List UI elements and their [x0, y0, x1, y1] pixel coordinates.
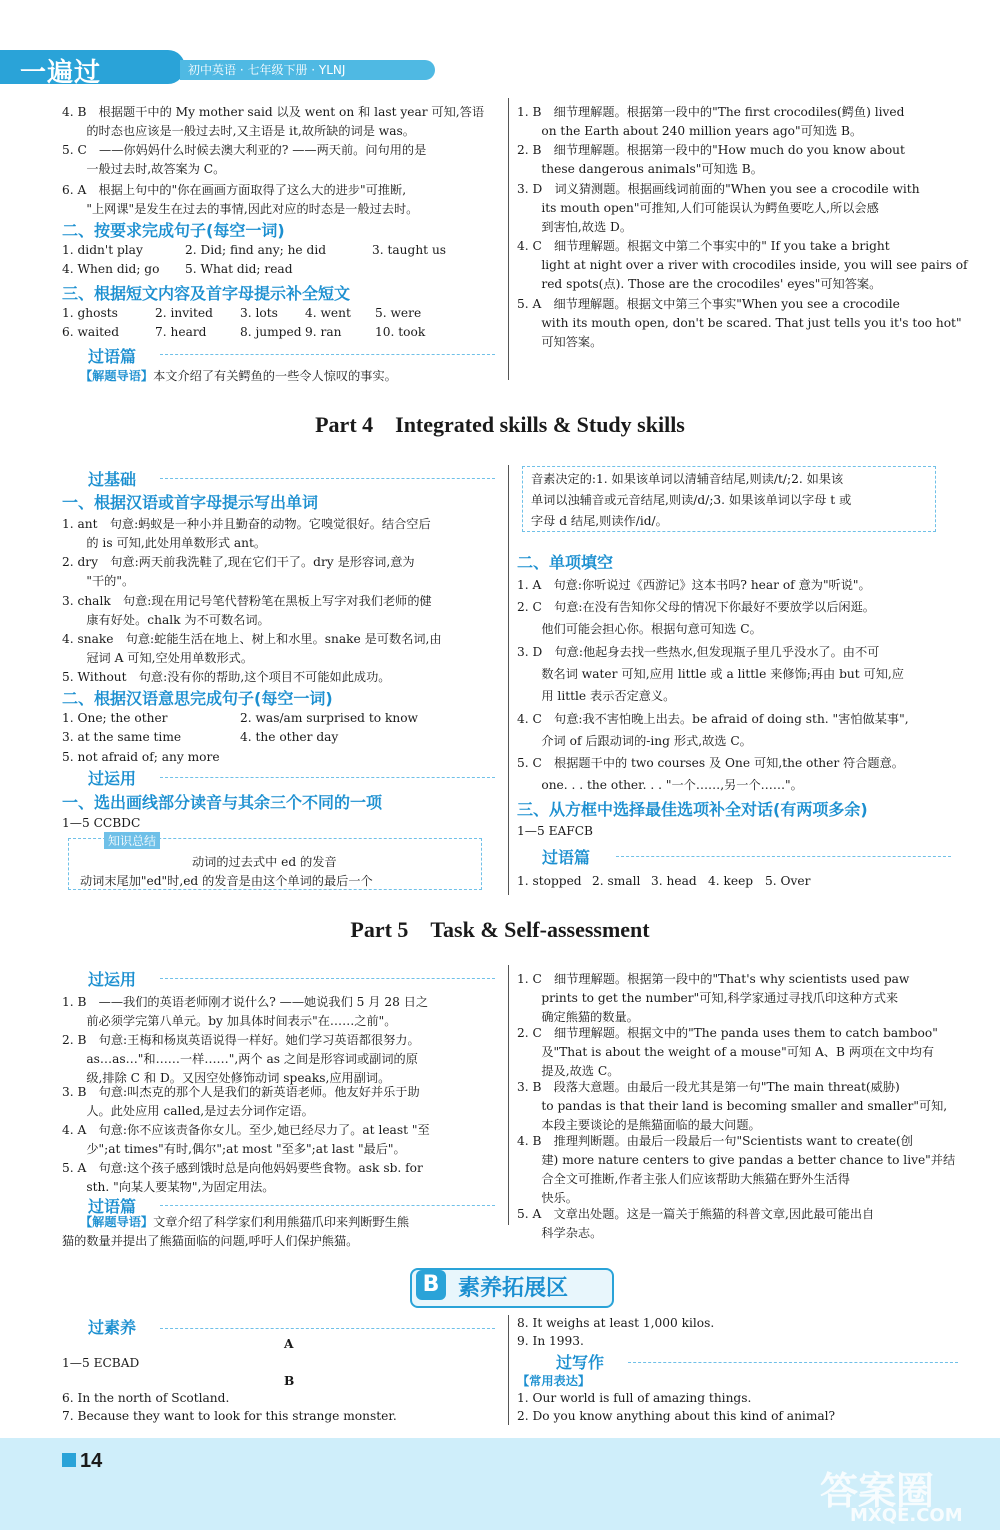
page-number-marker: [62, 1453, 76, 1467]
answer-line: 1. ant 句意:蚂蚁是一种小并且勤奋的动物。它嗅觉很好。结合空后: [62, 517, 431, 531]
answer-line: 3. B 段落大意题。由最后一段尤其是第一句"The main threat(威胁): [517, 1080, 900, 1094]
answer-line: 快乐。: [517, 1191, 578, 1205]
answer-item: 4. went: [305, 306, 351, 320]
dashed-rule: [160, 1328, 495, 1329]
subpart-label: B: [284, 1374, 295, 1388]
common-expressions-label: [517, 1372, 590, 1389]
column-divider: [508, 965, 509, 1225]
answer-line: sth. "向某人要某物",为固定用法。: [62, 1180, 275, 1194]
guide-label: 【解题导语】: [80, 1215, 154, 1229]
answer-item: 8. It weighs at least 1,000 kilos.: [517, 1316, 715, 1330]
tag-guosuyang: 过素养: [88, 1318, 137, 1337]
answer-item: 1. stopped: [517, 874, 582, 888]
answer-line: 级,排除 C 和 D。又因空处修饰动词 speaks,应用副词。: [62, 1071, 391, 1085]
answer-line: 3. chalk 句意:现在用记号笔代替粉笔在黑板上写字对我们老师的健: [62, 594, 432, 608]
answer-line: 5. A 文章出处题。这是一篇关于熊猫的科普文章,因此最可能出自: [517, 1207, 875, 1221]
answer-line: 3. D 句意:他起身去找一些热水,但发现瓶子里几乎没水了。由不可: [517, 645, 880, 659]
knowledge-line: 动词的过去式中 ed 的发音: [192, 855, 337, 869]
column-divider: [508, 465, 509, 895]
answer-line: 科学杂志。: [517, 1226, 603, 1240]
answer-item: 5. Over: [765, 874, 811, 888]
answer-line: 用 little 表示否定意义。: [517, 689, 676, 703]
answer-item: 4. When did; go: [62, 262, 160, 276]
answer-line: 的 is 可知,此处用单数形式 ant。: [62, 536, 267, 550]
tag-guoyupian: 过语篇: [88, 1197, 137, 1216]
answer-line: 3. B 句意:叫杰克的那个人是我们的新英语老师。他友好并乐于助: [62, 1085, 420, 1099]
answer-line: 前必须学完第八单元。by 加具体时间表示"在……之前"。: [62, 1014, 397, 1028]
answer-item: 9. ran: [305, 325, 342, 339]
dashed-rule: [616, 856, 951, 857]
answer-line: 1. B 细节理解题。根据第一段中的"The first crocodiles(鳄鱼) lived: [517, 105, 905, 119]
section-heading: 三、从方框中选择最佳选项补全对话(有两项多余): [517, 800, 868, 819]
answer-line: 2. C 句意:在没有告知你父母的情况下你最好不要放学以后闲逛。: [517, 600, 875, 614]
column-divider: [508, 98, 509, 380]
common-label: 【常用表达】: [517, 1374, 591, 1388]
guide-text: 猫的数量并提出了熊猫面临的问题,呼吁人们保护熊猫。: [62, 1234, 359, 1248]
answer-line: 康有好处。chalk 为不可数名词。: [62, 613, 270, 627]
answer-line: 4. C 细节理解题。根据文中第二个事实中的" If you take a bright: [517, 239, 890, 253]
answer-line: 4. A 句意:你不应该责备你女儿。至少,她已经尽力了。at least "至: [62, 1123, 430, 1137]
answer-line: these dangerous animals"可知选 B。: [517, 162, 763, 176]
answer-item: 5. What did; read: [185, 262, 293, 276]
answer-line: 2. C 细节理解题。根据文中的"The panda uses them to catch bamboo": [517, 1026, 938, 1040]
answer-line: 介词 of 后跟动词的-ing 形式,故选 C。: [517, 734, 752, 748]
answer-line: 的时态也应该是一般过去时,又主语是 it,故所缺的词是 was。: [62, 124, 415, 138]
answer-item: 1. One; the other: [62, 711, 168, 725]
dashed-rule: [628, 1362, 958, 1363]
answer-line: 合全文可推断,作者主张人们应该帮助大熊猫在野外生活得: [517, 1172, 850, 1186]
answer-line: 2. B 细节理解题。根据第一段中的"How much do you know about: [517, 143, 905, 157]
answer-item: 3. taught us: [372, 243, 447, 257]
answer-line: 6. A 根据上句中的"你在画画方面取得了这么大的进步"可推断,: [62, 183, 407, 197]
answer-line: light at night over a river with crocodiles inside, you will see pairs of: [517, 258, 968, 272]
answer-line: 4. C 句意:我不害怕晚上出去。be afraid of doing sth. "害怕做某事",: [517, 712, 909, 726]
section-heading: 三、根据短文内容及首字母提示补全短文: [62, 284, 351, 303]
answer-item: 5. were: [375, 306, 422, 320]
answer-line: as…as…"和……一样……",两个 as 之间是形容词或副词的原: [62, 1052, 418, 1066]
answer-line: 本段主要谈论的是熊猫面临的最大问题。: [517, 1118, 761, 1132]
answer-line: "上网课"是发生在过去的事情,因此对应的时态是一般过去时。: [62, 202, 419, 216]
answer-line: 少";at times"有时,偶尔";at most "至多";at last "最后"。: [62, 1142, 406, 1156]
answer-line: red spots(点). Those are the crocodiles' eyes"可知答案。: [517, 277, 882, 291]
answer-line: with its mouth open, don't be scared. That just tells you it's too hot": [517, 316, 962, 330]
tag-guoyunyong: 过运用: [88, 769, 137, 788]
answer-line: 可知答案。: [517, 335, 603, 349]
answer-line: 2. dry 句意:两天前我洗鞋了,现在它们干了。dry 是形容词,意为: [62, 555, 415, 569]
answer-line: 2. B 句意:王梅和杨岚英语说得一样好。她们学习英语都很努力。: [62, 1033, 420, 1047]
dashed-rule: [160, 978, 495, 979]
answer-line: 4. B 根据题干中的 My mother said 以及 went on 和 last year 可知,答语: [62, 105, 485, 119]
answer-line: 4. snake 句意:蛇能生活在地上、树上和水里。snake 是可数名词,由: [62, 632, 442, 646]
guide-text: 文章介绍了科学家们利用熊猫爪印来判断野生熊: [153, 1215, 410, 1229]
guide-line: [80, 367, 397, 384]
answer-line: 1. A 句意:你听说过《西游记》这本书吗? hear of 意为"听说"。: [517, 578, 871, 592]
answer-line: one. . . the other. . . "一个……,另一个……"。: [517, 778, 803, 792]
dashed-rule: [160, 1205, 495, 1206]
dashed-rule: [160, 777, 495, 778]
answer-item: 2. small: [592, 874, 641, 888]
answer-item: 6. In the north of Scotland.: [62, 1391, 230, 1405]
answer-item: 2. invited: [155, 306, 213, 320]
answer-line: 5. Without 句意:没有你的帮助,这个项目不可能如此成功。: [62, 670, 391, 684]
knowledge-line: 音素决定的:1. 如果该单词以清辅音结尾,则读/t/;2. 如果该: [531, 472, 844, 486]
subpart-label: A: [284, 1337, 294, 1351]
answer-item: 3. at the same time: [62, 730, 182, 744]
answer-line: 4. B 推理判断题。由最后一段最后一句"Scientists want to create(创: [517, 1134, 913, 1148]
section-heading: 一、选出画线部分读音与其余三个不同的一项: [62, 793, 383, 812]
answer-line: 确定熊猫的数量。: [517, 1010, 639, 1024]
answer-item: 8. jumped: [240, 325, 302, 339]
answer-line: its mouth open"可推知,人们可能误认为鳄鱼要吃人,所以会感: [517, 201, 879, 215]
answer-line: 5. C 根据题干中的 two courses 及 One 可知,the other 符合题意。: [517, 756, 904, 770]
banner-title: 素养拓展区: [458, 1276, 569, 1301]
answer-item: 1—5 CCBDC: [62, 816, 141, 830]
answer-line: 提及,故选 C。: [517, 1064, 620, 1078]
section-heading: 二、根据汉语意思完成句子(每空一词): [62, 689, 333, 708]
answer-line: 到害怕,故选 D。: [517, 220, 633, 234]
answer-line: prints to get the number"可知,科学家通过寻找爪印这种方式来: [517, 991, 899, 1005]
tag-guoyupian: 过语篇: [88, 347, 137, 366]
answer-item: 7. Because they want to look for this strange monster.: [62, 1409, 397, 1423]
guide-line: [80, 1213, 409, 1230]
answer-line: 1. B ——我们的英语老师刚才说什么? ——她说我们 5 月 28 日之: [62, 995, 429, 1009]
answer-line: 及"That is about the weight of a mouse"可知 A、B 两项在文中均有: [517, 1045, 935, 1059]
answer-line: 5. C ——你妈妈什么时候去澳大利亚的? ——两天前。问句用的是: [62, 143, 427, 157]
brand-logo: 一遍过: [20, 58, 102, 88]
answer-line: 3. D 词义猜测题。根据画线词前面的"When you see a crocodile with: [517, 182, 920, 196]
answer-item: 2. was/am surprised to know: [240, 711, 418, 725]
part5-title: Part 5 Task & Self-assessment: [350, 917, 650, 942]
answer-item: 1—5 EAFCB: [517, 824, 594, 838]
column-divider: [508, 1315, 509, 1425]
book-subtitle: 初中英语 · 七年级下册 · YLNJ: [188, 63, 346, 77]
answer-item: 6. waited: [62, 325, 120, 339]
answer-line: 冠词 A 可知,空处用单数形式。: [62, 651, 254, 665]
section-heading: 一、根据汉语或首字母提示写出单词: [62, 493, 319, 512]
answer-item: 4. keep: [708, 874, 754, 888]
answer-item: 3. head: [651, 874, 697, 888]
guide-label: 【解题导语】: [80, 369, 154, 383]
answer-line: to pandas is that their land is becoming smaller and smaller"可知,: [517, 1099, 948, 1113]
answer-line: 5. A 细节理解题。根据文中第三个事实"When you see a crocodile: [517, 297, 900, 311]
knowledge-line: 字母 d 结尾,则读作/id/。: [531, 514, 668, 528]
answer-line: 他们可能会担心你。根据句意可知选 C。: [517, 622, 762, 636]
answer-item: 3. lots: [240, 306, 278, 320]
answer-line: 数名词 water 可知,应用 little 或 a little 来修饰;再由 but 可知,应: [517, 667, 904, 681]
answer-line: 人。此处应用 called,是过去分词作定语。: [62, 1104, 314, 1118]
answer-line: 5. A 句意:这个孩子感到饿时总是向他妈妈要些食物。ask sb. for: [62, 1161, 423, 1175]
answer-line: 1. C 细节理解题。根据第一段中的"That's why scientists used paw: [517, 972, 910, 986]
answer-item: 4. the other day: [240, 730, 339, 744]
answer-item: 1. didn't play: [62, 243, 143, 257]
dashed-rule: [160, 478, 495, 479]
answer-item: 1. ghosts: [62, 306, 118, 320]
section-heading: 二、按要求完成句子(每空一词): [62, 221, 285, 240]
part4-title: Part 4 Integrated skills & Study skills: [315, 412, 685, 437]
knowledge-line: 单词以浊辅音或元音结尾,则读/d/;3. 如果该单词以字母 t 或: [531, 493, 852, 507]
answer-item: 5. not afraid of; any more: [62, 750, 220, 764]
answer-item: 1. Our world is full of amazing things.: [517, 1391, 752, 1405]
page-number: 14: [80, 1450, 103, 1472]
tag-guoxiezuo: 过写作: [556, 1353, 605, 1372]
answer-line: on the Earth about 240 million years ago"可知选 B。: [517, 124, 863, 138]
knowledge-title: 知识总结: [104, 832, 160, 849]
answer-item: 2. Do you know anything about this kind of animal?: [517, 1409, 836, 1423]
section-heading: 二、单项填空: [517, 553, 614, 572]
knowledge-line: 动词末尾加"ed"时,ed 的发音是由这个单词的最后一个: [80, 874, 373, 888]
answer-line: 一般过去时,故答案为 C。: [62, 162, 226, 176]
dashed-rule: [160, 354, 495, 355]
guide-text: 本文介绍了有关鳄鱼的一些令人惊叹的事实。: [153, 369, 397, 383]
answer-item: 10. took: [375, 325, 426, 339]
tag-guoyupian: 过语篇: [542, 848, 591, 867]
answer-item: 1—5 ECBAD: [62, 1356, 140, 1370]
answer-item: 7. heard: [155, 325, 207, 339]
answer-line: 建) more nature centers to give pandas a better chance to live"并结: [517, 1153, 956, 1167]
answer-item: 9. In 1993.: [517, 1334, 584, 1348]
tag-guoyunyong: 过运用: [88, 970, 137, 989]
answer-line: "干的"。: [62, 574, 135, 588]
tag-guojichu: 过基础: [88, 470, 137, 489]
answer-item: 2. Did; find any; he did: [185, 243, 327, 257]
watermark-url: MXQE.COM: [850, 1505, 963, 1526]
banner-letter: B: [416, 1270, 446, 1300]
watermark: 答案圈: [820, 1469, 935, 1513]
